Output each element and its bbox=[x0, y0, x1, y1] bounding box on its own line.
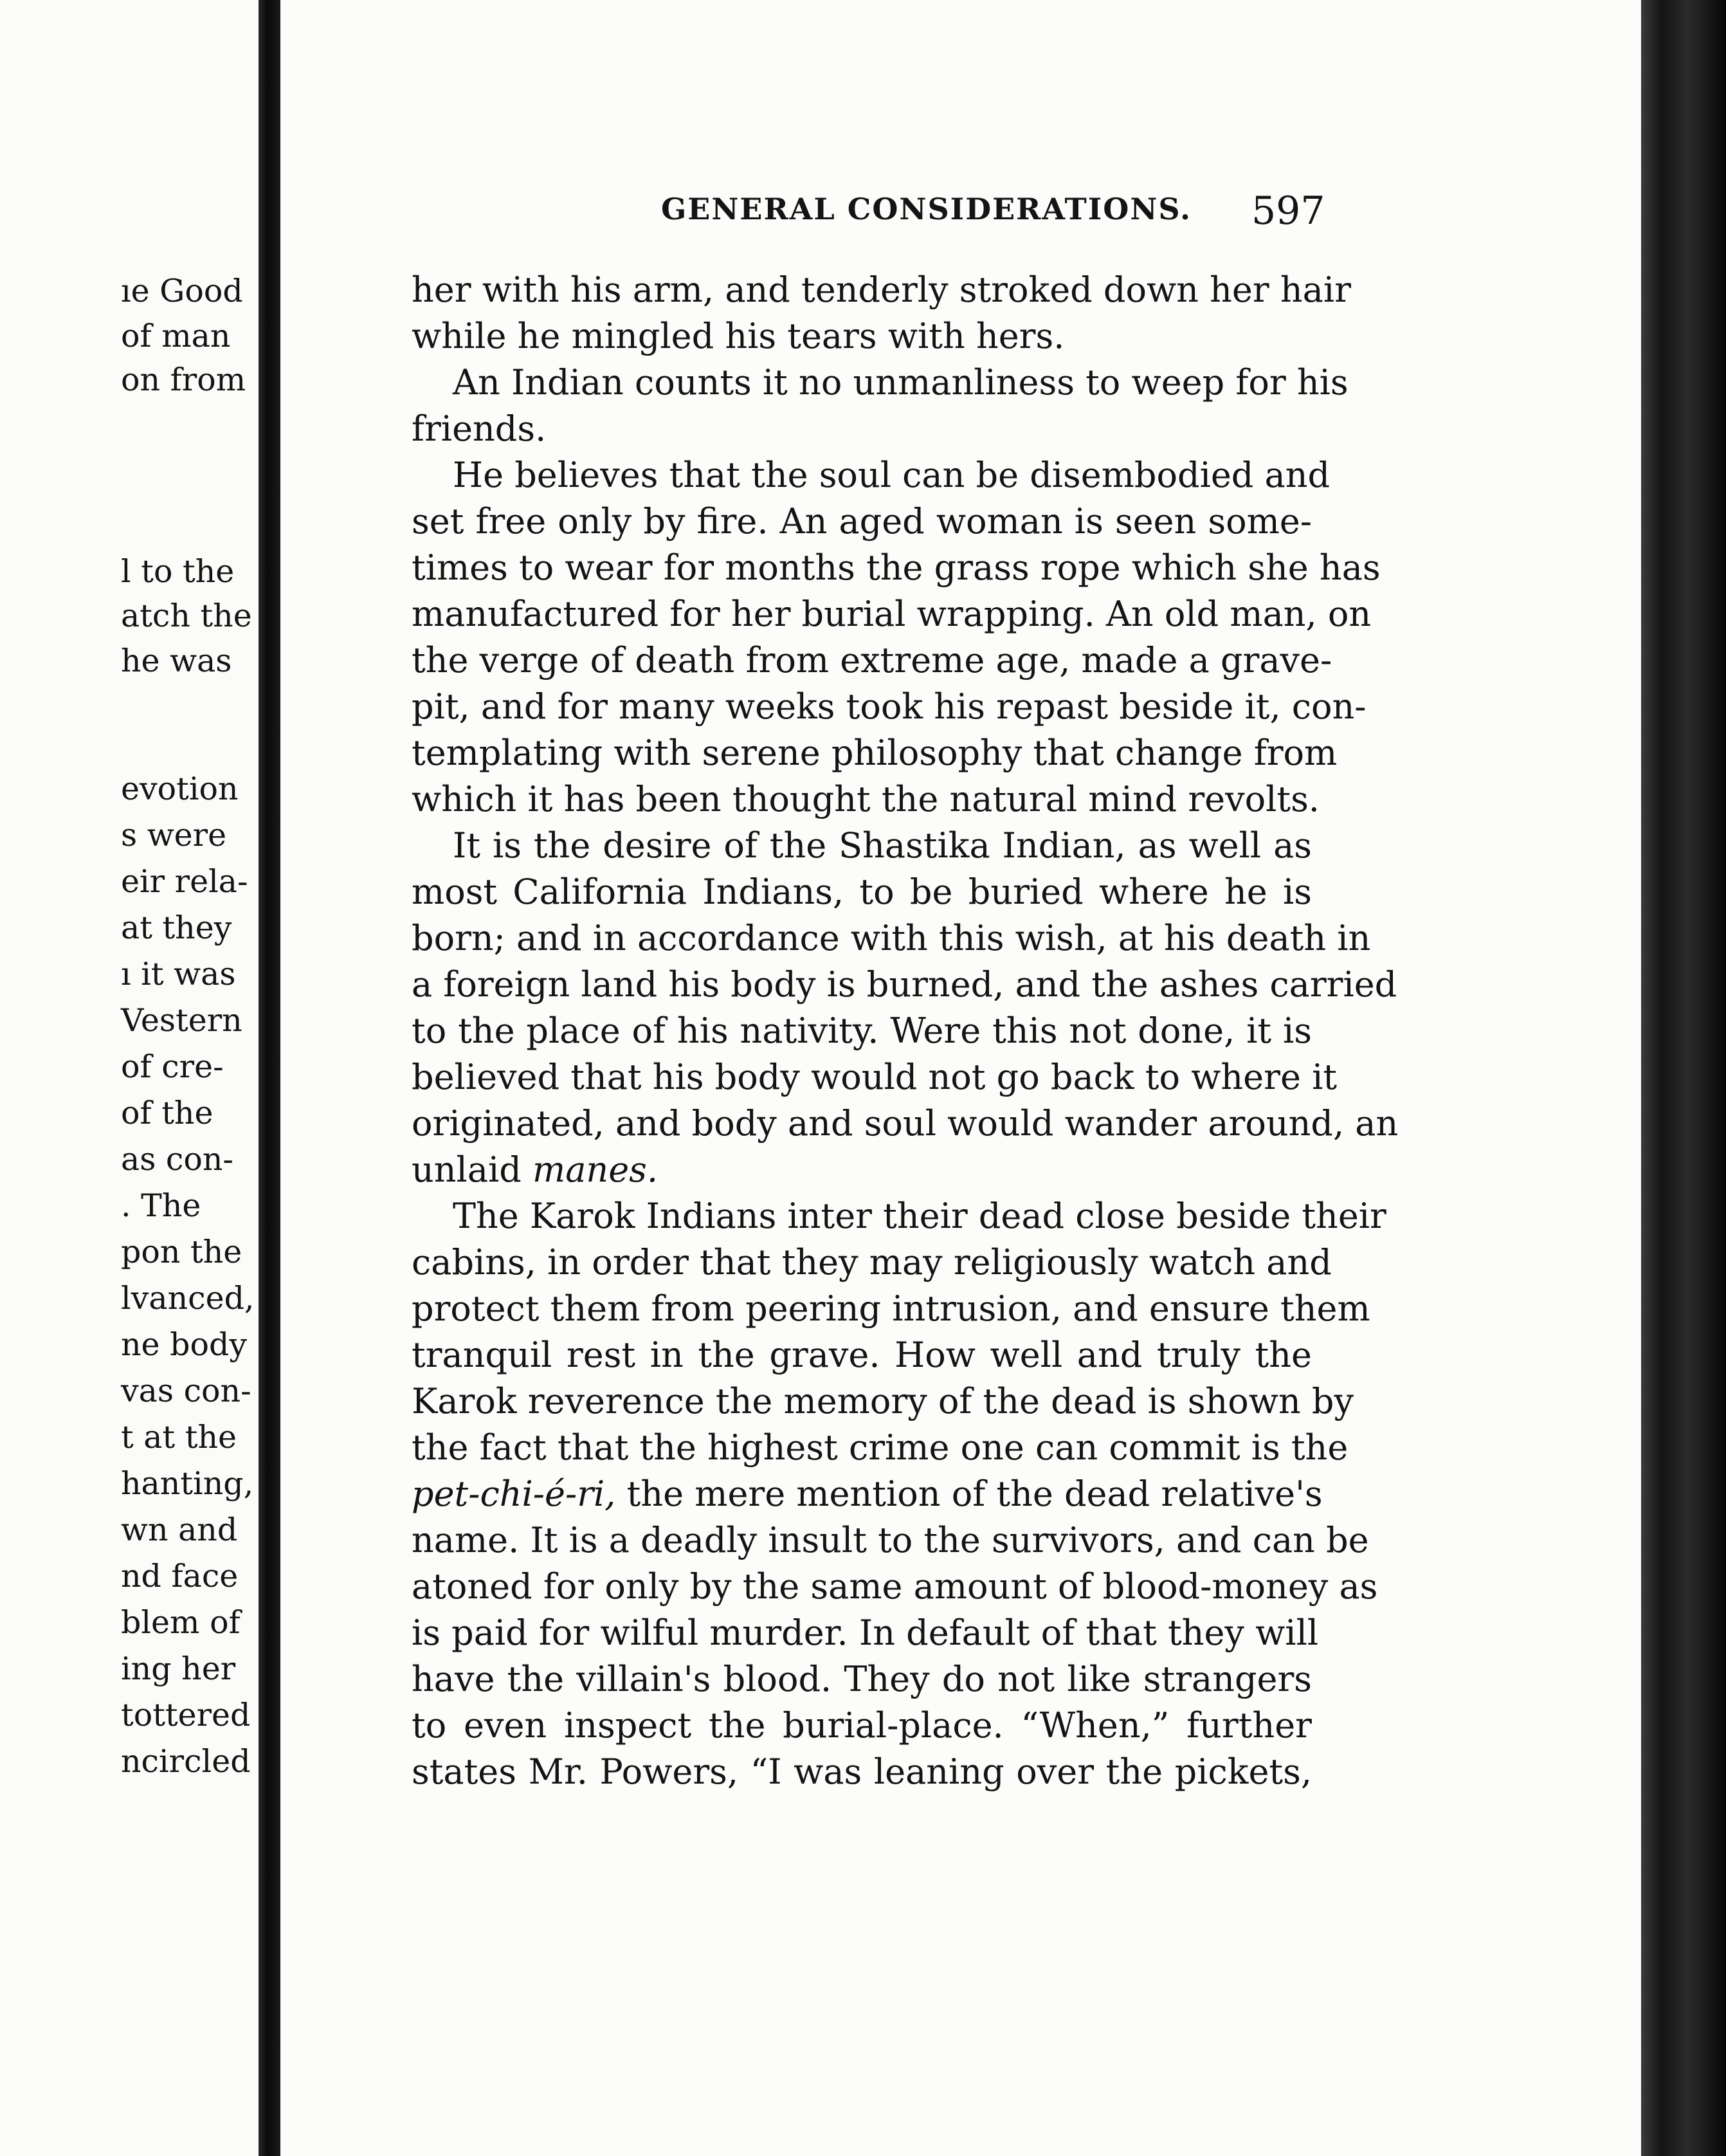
facing-page-line: as con- bbox=[121, 1141, 233, 1178]
facing-page-line: tottered bbox=[121, 1697, 251, 1733]
facing-page-line: lvanced, bbox=[121, 1280, 255, 1317]
text-line: An Indian counts it no unmanliness to weep for his bbox=[453, 362, 1349, 403]
facing-page-line: vas con- bbox=[121, 1373, 251, 1409]
facing-page-line: s were bbox=[121, 817, 227, 854]
facing-page-line: of cre- bbox=[121, 1048, 224, 1085]
italic-term: manes. bbox=[532, 1149, 659, 1190]
text-line: is paid for wilful murder. In default of that they will bbox=[412, 1612, 1319, 1653]
facing-page-line: evotion bbox=[121, 771, 239, 807]
text-line: Karok reverence the memory of the dead is shown by bbox=[412, 1381, 1354, 1421]
facing-page-line: nd face bbox=[121, 1558, 239, 1594]
page-edge bbox=[1641, 0, 1726, 2156]
text-line: her with his arm, and tenderly stroked down her hair bbox=[412, 270, 1351, 310]
text-line: have the villain's blood. They do not like strangers bbox=[412, 1659, 1312, 1699]
facing-page-line: eir rela- bbox=[121, 863, 248, 900]
text-line: believed that his body would not go back to where it bbox=[412, 1057, 1338, 1097]
text-line: born; and in accordance with this wish, at his death in bbox=[412, 918, 1371, 958]
facing-page bbox=[0, 0, 259, 2156]
facing-page-line: blem of bbox=[121, 1604, 241, 1641]
facing-page-line: of man bbox=[121, 318, 231, 354]
text-line: protect them from peering intrusion, and ensure them bbox=[412, 1288, 1370, 1329]
text-line: The Karok Indians inter their dead close beside their bbox=[453, 1196, 1386, 1236]
facing-page-line: . The bbox=[121, 1187, 201, 1224]
text-line: He believes that the soul can be disembodied and bbox=[453, 455, 1331, 495]
book-gutter bbox=[259, 0, 280, 2156]
text-span: the mere mention of the dead relative's bbox=[626, 1474, 1323, 1514]
text-line: which it has been thought the natural mind revolts. bbox=[412, 779, 1320, 819]
text-line: originated, and body and soul would wander around, an bbox=[412, 1103, 1399, 1144]
facing-page-line: ing her bbox=[121, 1650, 236, 1687]
facing-page-line: ncircled bbox=[121, 1743, 251, 1780]
text-line: set free only by fire. An aged woman is seen some- bbox=[412, 501, 1312, 542]
text-line: most California Indians, to be buried where he is bbox=[412, 872, 1312, 912]
facing-page-line: pon the bbox=[121, 1234, 242, 1270]
facing-page-line: ı it was bbox=[121, 956, 236, 992]
running-head: GENERAL CONSIDERATIONS. bbox=[661, 192, 1192, 226]
facing-page-line: of the bbox=[121, 1095, 213, 1131]
text-line bbox=[412, 1474, 1323, 1514]
page-number: 597 bbox=[1251, 188, 1325, 233]
text-line: name. It is a deadly insult to the survivors, and can be bbox=[412, 1520, 1369, 1560]
facing-page-line: Vestern bbox=[121, 1002, 242, 1039]
italic-term: pet-chi-é-ri, bbox=[412, 1474, 616, 1514]
facing-page-line: wn and bbox=[121, 1512, 238, 1548]
facing-page-line: ıe Good bbox=[121, 273, 243, 309]
text-line: to the place of his nativity. Were this not done, it is bbox=[412, 1010, 1312, 1051]
facing-page-line: atch the bbox=[121, 598, 252, 634]
text-line: manufactured for her burial wrapping. An old man, on bbox=[412, 594, 1372, 634]
text-line: the verge of death from extreme age, made a grave- bbox=[412, 640, 1332, 681]
text-line: a foreign land his body is burned, and the ashes carried bbox=[412, 964, 1397, 1005]
facing-page-line: on from bbox=[121, 361, 246, 398]
text-line: pit, and for many weeks took his repast beside it, con- bbox=[412, 686, 1367, 727]
text-line: tranquil rest in the grave. How well and truly the bbox=[412, 1335, 1312, 1375]
text-line: atoned for only by the same amount of blood-money as bbox=[412, 1566, 1378, 1607]
facing-page-line: ne body bbox=[121, 1326, 248, 1363]
text-line: states Mr. Powers, “I was leaning over the pickets, bbox=[412, 1751, 1312, 1792]
text-span: unlaid bbox=[412, 1149, 522, 1190]
text-line bbox=[412, 1149, 1312, 1190]
text-line: cabins, in order that they may religiously watch and bbox=[412, 1242, 1332, 1283]
text-line: It is the desire of the Shastika Indian, as well as bbox=[453, 825, 1312, 866]
text-line: times to wear for months the grass rope which she has bbox=[412, 547, 1381, 588]
text-line: while he mingled his tears with hers. bbox=[412, 316, 1065, 356]
facing-page-line: he was bbox=[121, 643, 232, 679]
facing-page-line: hanting, bbox=[121, 1465, 254, 1502]
text-line: friends. bbox=[412, 408, 547, 449]
facing-page-line: l to the bbox=[121, 553, 235, 590]
text-line: to even inspect the burial-place. “When,” further bbox=[412, 1705, 1312, 1746]
facing-page-line: t at the bbox=[121, 1419, 237, 1456]
text-line: the fact that the highest crime one can commit is the bbox=[412, 1427, 1349, 1468]
text-line: templating with serene philosophy that change from bbox=[412, 733, 1338, 773]
facing-page-line: at they bbox=[121, 909, 232, 946]
